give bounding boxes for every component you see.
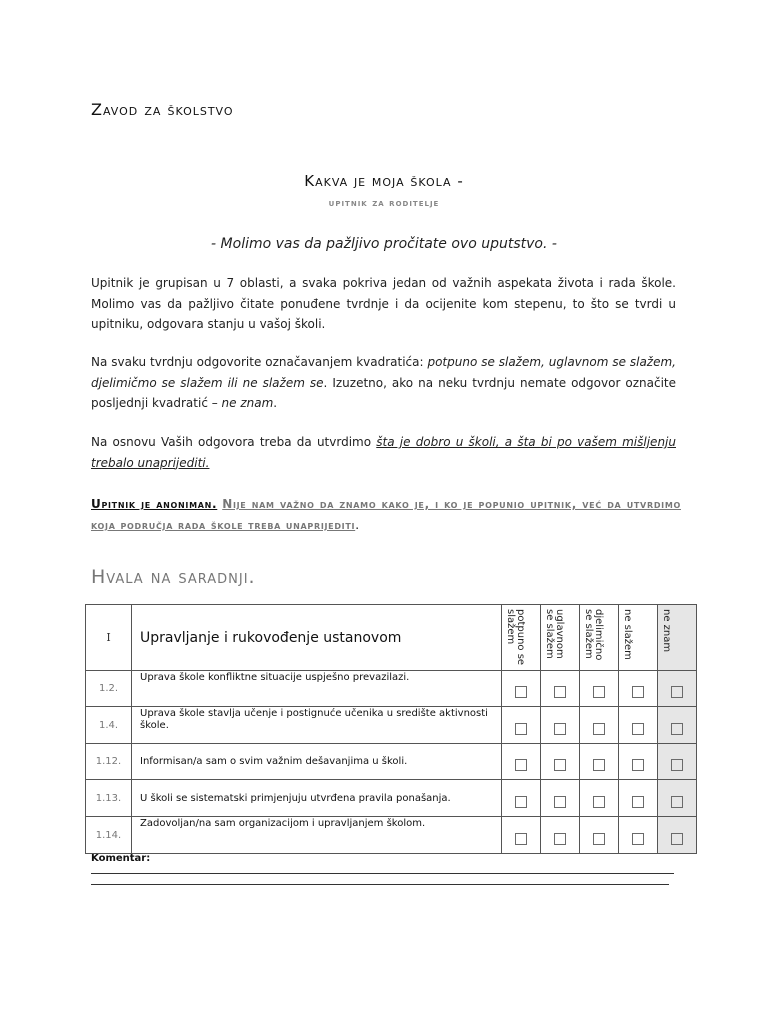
answer-checkbox[interactable] [671,723,683,735]
table-row [86,780,697,817]
column-header [502,605,541,671]
anonymity-strong: Upitnik je anoniman. [91,497,218,511]
p2-end: . [273,396,278,410]
anonymity-end: . [355,518,360,532]
column-header [580,605,619,671]
item-statement: Informisan/a sam o svim važnim dešavanjima u školi. [132,744,502,780]
anonymity-note [91,494,681,536]
answer-checkbox[interactable] [671,686,683,698]
p2-text-b: . Izuzetno, ako na neku tvrdnju nemate odgovor označite posljednji kvadratić – [91,375,677,410]
table-header-row [86,605,697,671]
table-row [86,744,697,780]
item-statement: Uprava škole konfliktne situacije uspješno prevazilazi. [132,671,502,707]
thanks-heading: Hvala na saradnji. [91,566,256,588]
column-label: djelimično se slažem [583,609,604,661]
organization-name: Zavod za školstvo [91,100,234,119]
item-statement: Zadovoljan/na sam organizacijom i upravljanjem školom. [132,817,502,854]
instruction-heading: - Molimo vas da pažljivo pročitate ovo uputstvo. - [211,236,557,252]
answer-checkbox[interactable] [593,833,605,845]
survey-table [85,604,697,854]
comment-label: Komentar: [91,853,151,864]
p2-text-a: Na svaku tvrdnju odgovorite označavanjem kvadratića: [91,355,428,369]
item-number: 1.13. [86,780,132,817]
column-label: uglavnom se slažem [544,609,565,659]
answer-checkbox[interactable] [554,723,566,735]
answer-checkbox[interactable] [515,686,527,698]
item-statement: U školi se sistematski primjenjuju utvrđena pravila ponašanja. [132,780,502,817]
column-label: potpuno se slažem [505,609,526,666]
intro-paragraph-3 [91,432,676,473]
p2-last-option: ne znam [221,396,274,410]
p3-emphasis: šta je dobro u školi, a šta bi po vašem mišljenju trebalo unaprijediti. [91,435,676,470]
item-number: 1.2. [86,671,132,707]
item-statement: Uprava škole stavlja učenje i postignuće učenika u središte aktivnosti škole. [132,707,502,744]
item-number: 1.14. [86,817,132,854]
column-label: ne znam [661,609,672,653]
answer-checkbox[interactable] [515,833,527,845]
column-header [658,605,697,671]
table-row [86,707,697,744]
answer-checkbox[interactable] [593,759,605,771]
intro-paragraph-1: Upitnik je grupisan u 7 oblasti, a svaka pokriva jedan od važnih aspekata života i rada škole. Molimo vas da pažljivo čitate ponuđene tvrdnje i da ocijenite kom stepenu, to što se tvrdi u upitniku, odgovara stanju u vašoj školi. [91,276,676,331]
answer-checkbox[interactable] [515,796,527,808]
answer-checkbox[interactable] [632,723,644,735]
answer-checkbox[interactable] [593,796,605,808]
answer-checkbox[interactable] [554,796,566,808]
document-subtitle: upitnik za roditelje [328,198,440,209]
column-header [541,605,580,671]
answer-checkbox[interactable] [554,759,566,771]
p3-text: Na osnovu Vaših odgovora treba da utvrdimo [91,435,377,449]
column-header [619,605,658,671]
table-row [86,817,697,854]
document-title: Kakva je moja škola - [304,172,464,190]
intro-paragraph-2 [91,352,676,414]
comment-line[interactable] [91,884,669,885]
answer-checkbox[interactable] [554,833,566,845]
answer-checkbox[interactable] [515,759,527,771]
item-number: 1.4. [86,707,132,744]
answer-checkbox[interactable] [632,796,644,808]
answer-checkbox[interactable] [554,686,566,698]
column-label: ne slažem [622,609,633,660]
answer-checkbox[interactable] [671,833,683,845]
item-number: 1.12. [86,744,132,780]
answer-checkbox[interactable] [671,796,683,808]
answer-checkbox[interactable] [632,759,644,771]
p2-options: potpuno se slažem, uglavnom se slažem, djelimičmo se slažem ili ne slažem se [91,355,676,390]
section-number: I [86,605,132,671]
answer-checkbox[interactable] [632,833,644,845]
table-row [86,671,697,707]
section-title: Upravljanje i rukovođenje ustanovom [132,605,502,671]
answer-checkbox[interactable] [632,686,644,698]
answer-checkbox[interactable] [671,759,683,771]
answer-checkbox[interactable] [593,723,605,735]
answer-checkbox[interactable] [515,723,527,735]
anonymity-rest: Nije nam važno da znamo kako je, i ko je popunio upitnik, već da utvrdimo koja područja rada škole treba unaprijediti [91,497,681,532]
answer-checkbox[interactable] [593,686,605,698]
comment-line[interactable] [91,873,674,874]
